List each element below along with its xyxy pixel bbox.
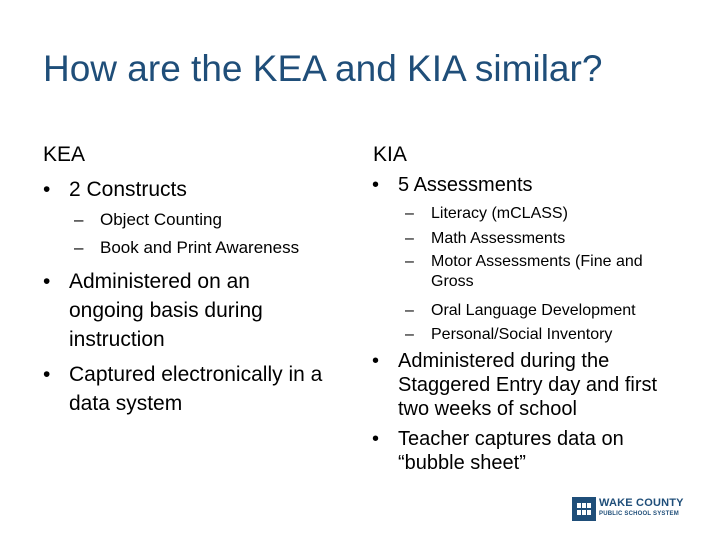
dash-glyph: – [405, 302, 414, 319]
kia-sub-text: Personal/Social Inventory [431, 326, 613, 343]
kia-sub-text: Oral Language Development [431, 302, 636, 319]
kea-sub-item [74, 208, 354, 232]
kea-sub-text: Object Counting [100, 210, 222, 229]
kia-bullet-text: 5 Assessments [398, 174, 533, 196]
bullet-glyph: • [43, 270, 51, 293]
kea-sub-text: Book and Print Awareness [100, 238, 300, 257]
kia-bullet-administered [372, 349, 662, 421]
kia-bullet-text: Administered during the Staggered Entry day and first two weeks of school [398, 350, 658, 420]
logo-line-1: WAKE COUNTY [599, 497, 684, 509]
kia-sub-text: Math Assessments [431, 230, 566, 247]
kea-bullet-captured [43, 360, 353, 418]
dash-glyph: – [405, 230, 414, 247]
kia-sub-item [405, 252, 655, 292]
kea-bullet-administered [43, 267, 313, 354]
slide-title: How are the KEA and KIA similar? [43, 48, 603, 89]
kia-bullet-text: Teacher captures data on “bubble sheet” [398, 428, 624, 474]
kia-bullet-assessments [372, 173, 692, 197]
kea-bullet-constructs [43, 175, 343, 204]
wake-county-logo [572, 497, 684, 521]
logo-mark-icon [572, 497, 596, 521]
kia-bullet-teacher [372, 427, 672, 475]
kea-bullet-text: Administered on an ongoing basis during instruction [69, 270, 263, 351]
bullet-glyph: • [43, 363, 51, 386]
kia-sub-item [405, 299, 705, 323]
bullet-glyph: • [372, 174, 380, 196]
kea-heading: KEA [43, 143, 86, 166]
bullet-glyph: • [372, 350, 380, 372]
dash-glyph: – [74, 210, 84, 229]
kia-sub-item [405, 227, 695, 251]
kea-bullet-text: Captured electronically in a data system [69, 363, 323, 415]
dash-glyph: – [405, 205, 414, 222]
logo-line-2: PUBLIC SCHOOL SYSTEM [599, 511, 679, 517]
logo-text [599, 498, 684, 520]
kia-sub-text: Literacy (mCLASS) [431, 205, 568, 222]
dash-glyph: – [405, 326, 414, 343]
dash-glyph: – [405, 253, 414, 270]
kia-sub-item [405, 202, 695, 226]
kia-heading: KIA [373, 143, 407, 166]
kea-sub-item [74, 236, 364, 260]
kea-bullet-text: 2 Constructs [69, 178, 187, 201]
bullet-glyph: • [372, 428, 380, 450]
kia-sub-item [405, 323, 695, 347]
dash-glyph: – [74, 238, 84, 257]
kia-sub-text: Motor Assessments (Fine and Gross [431, 253, 643, 290]
bullet-glyph: • [43, 178, 51, 201]
